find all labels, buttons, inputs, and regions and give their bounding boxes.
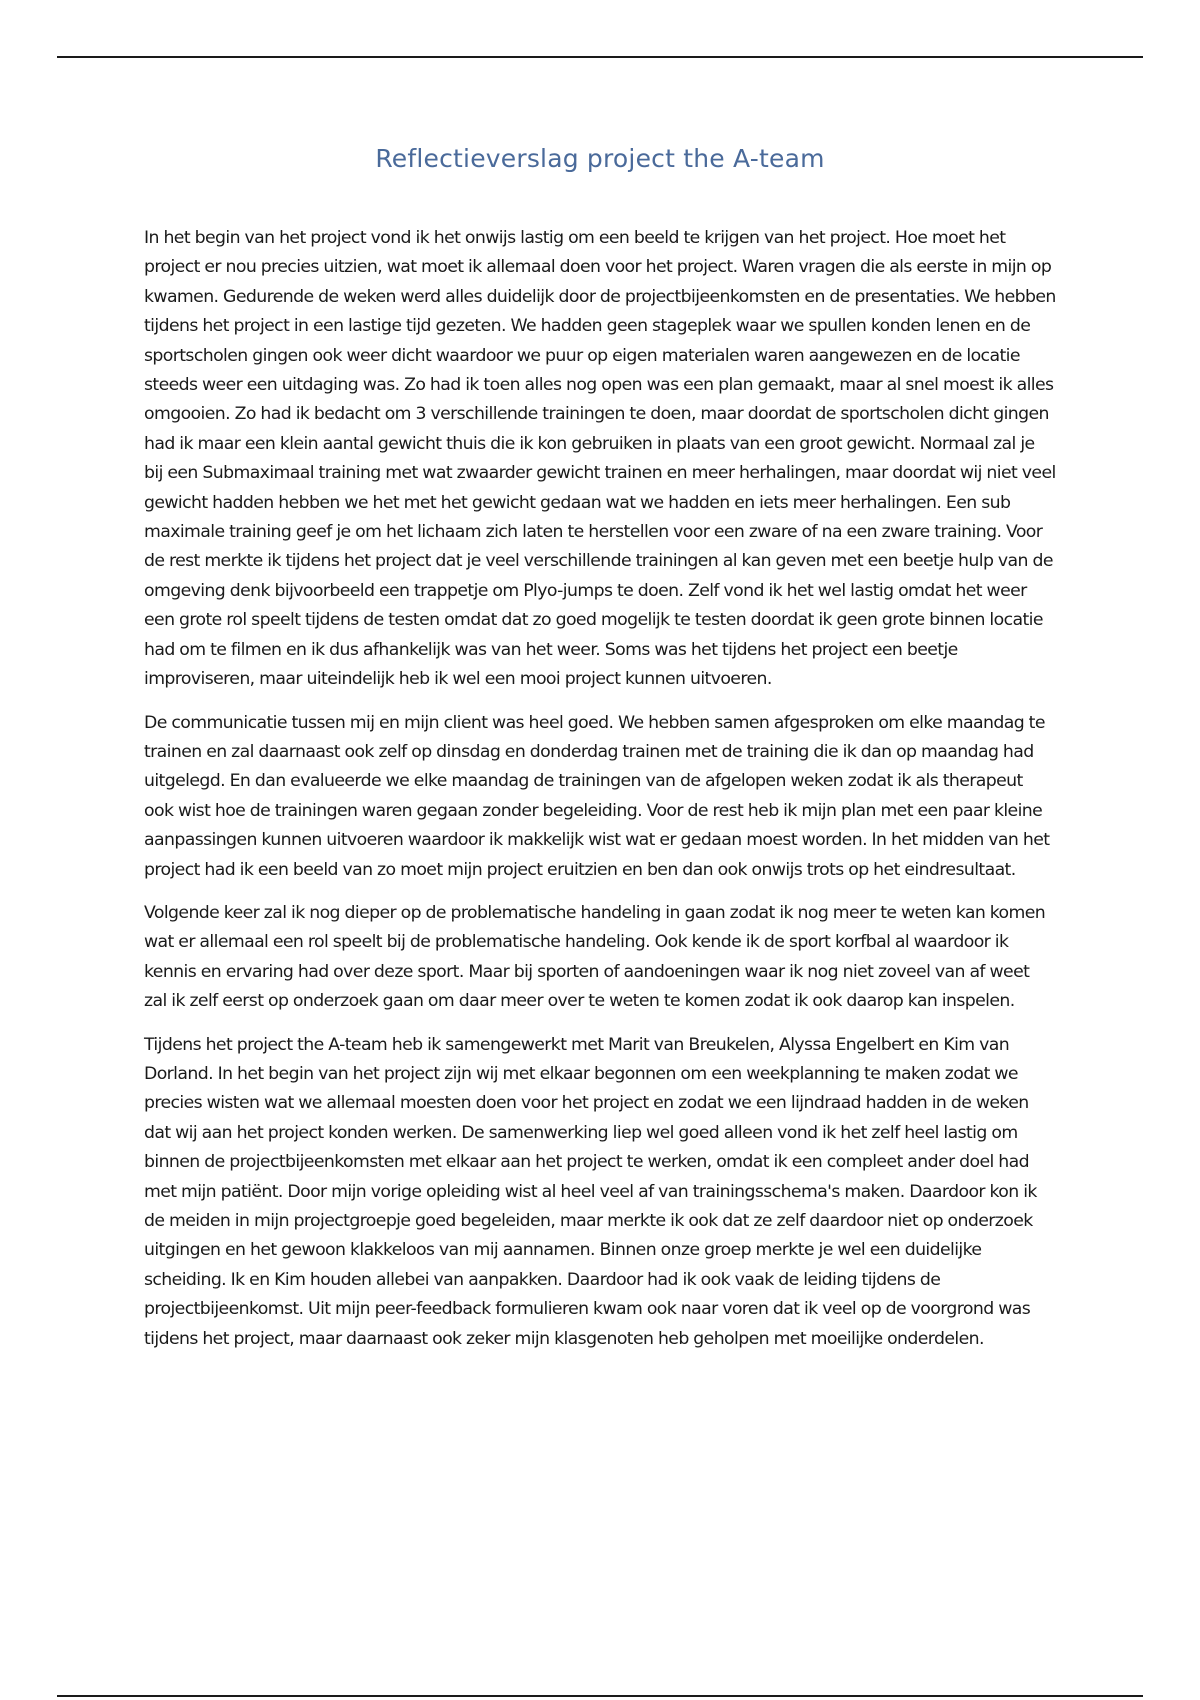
document-title: Reflectieverslag project the A-team (375, 144, 825, 173)
paragraph-2: De communicatie tussen mij en mijn client was heel goed. We hebben samen afgesproken om elke maandag te trainen en zal daarnaast ook zelf op dinsdag en donderdag trainen met de training die ik dan op maandag had uitgelegd. En dan evalueerde we elke maandag de trainingen van de afgelopen weken zodat ik als therapeut ook wist hoe de trainingen waren gegaan zonder begeleiding. Voor de rest heb ik mijn plan met een paar kleine aanpassingen kunnen uitvoeren waardoor ik makkelijk wist wat er gedaan moest worden. In het midden van het project had ik een beeld van zo moet mijn project eruitzien en ben dan ook onwijs trots op het eindresultaat. (144, 712, 1050, 880)
paragraph-3: Volgende keer zal ik nog dieper op de problematische handeling in gaan zodat ik nog meer te weten kan komen wat er allemaal een rol speelt bij de problematische handeling. Ook kende ik de sport korfbal al waardoor ik kennis en ervaring had over deze sport. Maar bij sporten of aandoeningen waar ik nog niet zoveel van af weet zal ik zelf eerst op onderzoek gaan om daar meer over te weten te komen zodat ik ook daarop kan inspelen. (144, 902, 1046, 1012)
paragraph-1: In het begin van het project vond ik het onwijs lastig om een beeld te krijgen van het project. Hoe moet het project er nou precies uitzien, wat moet ik allemaal doen voor het project. Waren vragen die als eerste in mijn op kwamen. Gedurende de weken werd alles duidelijk door de projectbijeenkomsten en de presentaties. We hebben tijdens het project in een lastige tijd gezeten. We hadden geen stageplek waar we spullen konden lenen en de sportscholen gingen ook weer dicht waardoor we puur op eigen materialen waren aangewezen en de locatie steeds weer een uitdaging was. Zo had ik toen alles nog open was een plan gemaakt, maar al snel moest ik alles omgooien. Zo had ik bedacht om 3 verschillende trainingen te doen, maar doordat de sportscholen dicht gingen had ik maar een klein aantal gewicht thuis die ik kon gebruiken in plaats van een groot gewicht. Normaal zal je bij een Submaximaal training met wat zwaarder gewicht trainen en meer herhalingen, maar doordat wij niet veel gewicht hadden hebben we het met het gewicht gedaan wat we hadden en iets meer herhalingen. Een sub maximale training geef je om het lichaam zich laten te herstellen voor een zware of na een zware training. Voor de rest merkte ik tijdens het project dat je veel verschillende trainingen al kan geven met een beetje hulp van de omgeving denk bijvoorbeeld een trappetje om Plyo-jumps te doen. Zelf vond ik het wel lastig omdat het weer een grote rol speelt tijdens de testen omdat dat zo goed mogelijk te testen doordat ik geen grote binnen locatie had om te filmen en ik dus afhankelijk was van het weer. Soms was het tijdens het project een beetje improviseren, maar uiteindelijk heb ik wel een mooi project kunnen uitvoeren. (144, 228, 1056, 690)
document-body (144, 224, 1056, 1368)
paragraph-4: Tijdens het project the A-team heb ik samengewerkt met Marit van Breukelen, Alyssa Engelbert en Kim van Dorland. In het begin van het project zijn wij met elkaar begonnen om een weekplanning te maken zodat we precies wisten wat we allemaal moesten doen voor het project en zodat we een lijndraad hadden in de weken dat wij aan het project konden werken. De samenwerking liep wel goed alleen vond ik het zelf heel lastig om binnen de projectbijeenkomsten met elkaar aan het project te werken, omdat ik een compleet ander doel had met mijn patiënt. Door mijn vorige opleiding wist al heel veel af van trainingsschema's maken. Daardoor kon ik de meiden in mijn projectgroepje goed begeleiden, maar merkte ik ook dat ze zelf daardoor niet op onderzoek uitgingen en het gewoon klakkeloos van mij aannamen. Binnen onze groep merkte je wel een duidelijke scheiding. Ik en Kim houden allebei van aanpakken. Daardoor had ik ook vaak de leiding tijdens de projectbijeenkomst. Uit mijn peer-feedback formulieren kwam ook naar voren dat ik veel op de voorgrond was tijdens het project, maar daarnaast ook zeker mijn klasgenoten heb geholpen met moeilijke onderdelen. (144, 1034, 1037, 1349)
header-rule (57, 56, 1143, 58)
footer-rule (57, 1695, 1143, 1697)
